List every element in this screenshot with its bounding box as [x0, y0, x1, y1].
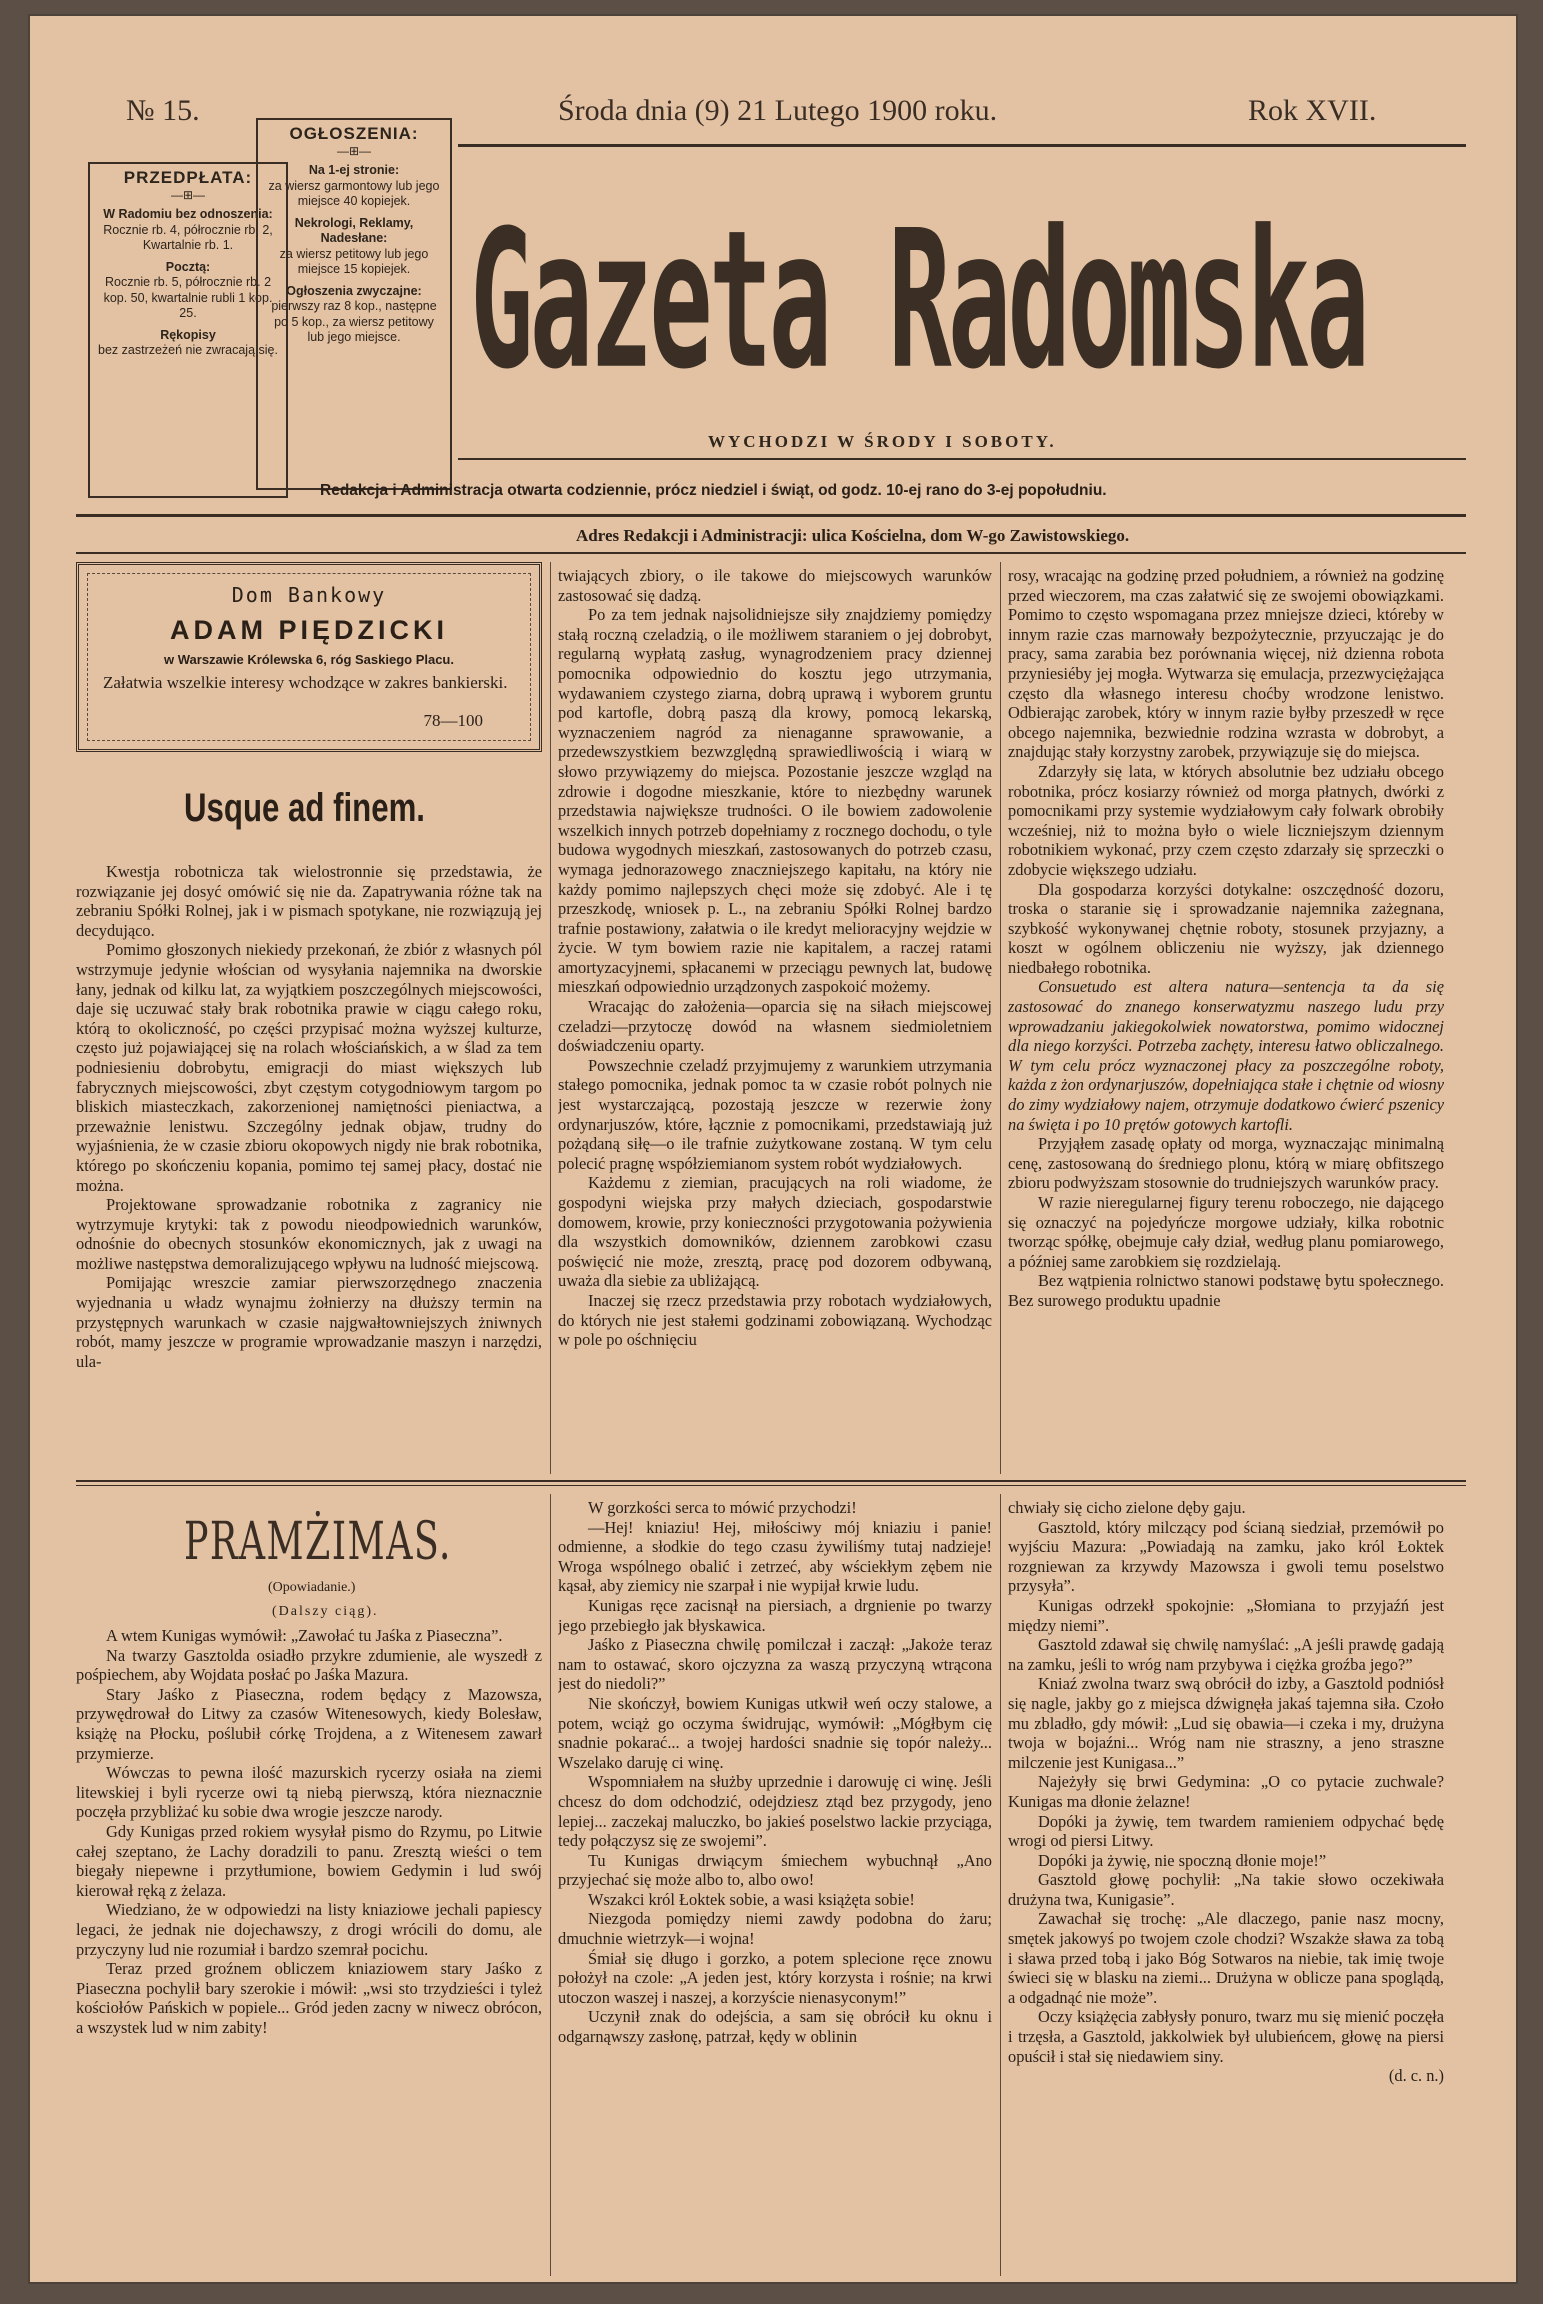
bank-text: Załatwia wszelkie interesy wchodzące w zakres bankierski. — [103, 673, 508, 692]
address-rule — [76, 552, 1466, 554]
paragraph: Wszakci król Łoktek sobie, a wasi książęta sobie! — [588, 1889, 915, 1909]
paragraph: Bez wątpienia rolnictwo stanowi podstawę bytu społecznego. Bez surowego produktu upadnie — [1008, 1271, 1444, 1310]
masthead-subtitle: WYCHODZI W ŚRODY I SOBOTY. — [708, 432, 1057, 451]
editorial-col-1 — [76, 862, 542, 1474]
first-page-title: Na 1-ej stronie: — [308, 163, 400, 177]
bank-address: w Warszawie Królewska 6, róg Saskiego Placu. — [164, 652, 454, 667]
masthead-title: Gazeta Radomska — [470, 189, 1367, 412]
post-prices: Rocznie rb. 5, półrocznie rb. 2 kop. 50, kwartalnie rubli 1 kop. 25. — [103, 275, 273, 320]
local-title: W Radomiu bez odnoszenia: — [103, 207, 273, 221]
first-page-text: za wiersz garmontowy lub jego miejsce 40 kopiejek. — [268, 178, 440, 208]
story-title: PRAMŻIMAS. — [184, 1512, 452, 1572]
address-line: Adres Redakcji i Administracji: ulica Kościelna, dom W-go Zawistowskiego. — [576, 526, 1130, 545]
paragraph: Nie skończył, bowiem Kunigas utkwił weń oczy stalowe, a potem, wciąż go oczyma świdrując, wymówił: „Mógłbym cię snadnie pokarać... a twojej hardości snadnie się topór należy... Wszelako daruję ci winę. — [558, 1693, 992, 1772]
paragraph: Projektowane sprowadzanie robotnika z zagranicy nie wytrzymuje krytyki: tak z powodu nieodpowiednich warunków, odnośnie do obecnych stosunków ekonomicznych, jak z uwagi na możliwe następstwa demoralizującego wpływu na ludność miejscową. — [76, 1195, 542, 1273]
story-signoff: (d. c. n.) — [1388, 2066, 1444, 2086]
paragraph: Kniaź zwolna twarz swą obrócił do izby, a Gasztold podniósł się nagle, jakby go z miejsca dźwignęła jakaś tajemna siła. Czoło mu zbladło, gdy mówił: „Lud się obawia—i czeka i my, drużyna twoja w bojaźni... Wróg nam nie straszny, a jeno straszne milczenie jest Kunigasa...” — [1008, 1674, 1444, 1772]
editorial-title: Usque ad finem. — [184, 786, 425, 830]
bank-code: 78—100 — [423, 711, 483, 730]
sub-rule — [458, 458, 1466, 460]
story-col-1 — [76, 1626, 542, 2276]
paragraph: Najeżyły się brwi Gedymina: „O co pytacie zuchwale? Kunigas ma dłonie żelazne! — [1008, 1772, 1444, 1811]
story-genre: (Opowiadanie.) — [268, 1580, 356, 1595]
paragraph: Tu Kunigas drwiącym śmiechem wybuchnął „Ano przyjechać się może albo to, albo owo! — [558, 1850, 992, 1890]
paragraph: Zdarzyły się lata, w których absolutnie bez udziału obcego robotnika, prócz kosiarzy również od morga płatnych, dwórki z pomocnikami przy systemie wydziałowym cały folwark obrobiły wcześniej, niż to można było o wiele liczniejszym dziennym robotnikiem wykonać, przy czem często zdarzały się sprzeczki o zdobycie większego udziału. — [1008, 761, 1444, 879]
subscription-title: PRZEDPŁATA: — [123, 168, 253, 187]
story-col-2 — [558, 1498, 992, 2276]
ornament: —⊞— — [170, 187, 206, 202]
paragraph: Inaczej się rzecz przedstawia przy robotach wydziałowych, do których nie jest stałemi godzinami zobowiązaną. Wychodząc w pole po ośchnięciu — [558, 1290, 992, 1350]
paragraph: rosy, wracając na godzinę przed południem, a również na godzinę przed wieczorem, ma czas załatwić się ze swojemi obowiązkami. Pomimo to często wspomagana przez mniejsze dzieci, któreby w innym razie czas marnowały bezpożytecznie, przyuczając je do pracy, sama zarabia bez porównania więcej, niż dzienna robota przyniesiéby jej mogła. Wytwarza się emulacja, przezwyciężająca często dla własnego interesu choćby wrodzone lenistwo. Odbierając zarobek, który w innym razie byłby przeszedł w ręce obcego najemnika, bezwiednie rodzina wzrasta w dobrobyt, a znajdując stały korzystny zarobek, przywiązuje się do miejsca. — [1008, 566, 1444, 762]
story-col-3 — [1008, 1498, 1444, 2276]
paragraph: Dopóki ja żywię, tem twardem ramieniem odpychać będę wrogi od piersi Litwy. — [1008, 1811, 1444, 1851]
ordinary-text: pierwszy raz 8 kop., następne po 5 kop., za wiersz petitowy lub jego miejsce. — [271, 299, 437, 344]
post-title: Pocztą: — [165, 259, 211, 274]
paragraph: Każdemu z ziemian, pracujących na roli wiadome, że gospodyni wiejska przy małych dzieciach, gospodarstwie domowem, krowie, przy konieczności przygotowania pożywienia dla wszystkich domowników, dziennem zarobkowi czasu poświęcić nie może, zresztą, pracę pod dozorem odbywaną, uważa dla siebie za ubliżającą. — [558, 1173, 992, 1291]
paragraph: Wracając do założenia—oparcia się na siłach miejscowej czeladzi—przytoczę dowód na własnem siedmioletniem doświadczeniu oparty. — [558, 997, 992, 1056]
paragraph: Gasztold, który milczący pod ścianą siedział, przemówił po wyjściu Mazura: „Powiadają na zamku, jako król Łoktek rozgniewan za krzywdy Mazowsza i gwoli temu poselstwo przysyła”. — [1008, 1517, 1444, 1596]
paragraph: Uczynił znak do odejścia, a sam się obrócił ku oknu i odgarnąwszy zasłonę, patrzał, kędy w oblinin — [558, 2007, 992, 2047]
ordinary-title: Ogłoszenia zwyczajne: — [286, 283, 422, 298]
issue-year: Rok XVII. — [1248, 94, 1377, 127]
ornament: —⊞— — [336, 143, 372, 158]
paragraph: twiających zbiory, o ile takowe do miejscowych warunków zastosować się dadzą. — [558, 566, 992, 605]
paragraph: Teraz przed groźnem obliczem kniaziowem stary Jaśko z Piaseczna pochylił bary szerokie i mówił: „wsi sto trzydzieści i tyleż kościołów Pańskich w popiele... Gród jeden zacny w niwecz obrócon, a wszystek lud w nim zabity! — [76, 1959, 542, 2037]
feuilleton-rule — [76, 1480, 1466, 1482]
ads-box — [256, 118, 452, 490]
issue-date: Środa dnia (9) 21 Lutego 1900 roku. — [558, 94, 998, 127]
paragraph: Gdy Kunigas przed rokiem wysyłał pismo do Rzymu, po Litwie całej szeptano, że Lachy doradzili to panu. Zresztą wieści o tem biegały niepewne i przytłumione, bowiem Gedymin i lud swój kierował ręką z żelaza. — [76, 1821, 542, 1900]
paragraph: Wówczas to pewna ilość mazurskich rycerzy osiała na ziemi litewskiej i byli rycerze owi tą niebą pierwszą, która nieznacznie poczęła przybliżać ku sobie dwa wrogie jeszcze narody. — [76, 1763, 542, 1822]
manuscripts-title: Rękopisy — [160, 327, 216, 342]
paragraph: Jaśko z Piaseczna chwilę pomilczał i zaczął: „Jakoże teraz nam to ostawać, skoro ojczyzna za waszą przyczyną wtrącona jest do niedoli?” — [558, 1635, 992, 1694]
bank-advertisement — [76, 562, 542, 752]
column-divider — [1000, 1494, 1001, 2276]
bank-name: ADAM PIĘDZICKI — [170, 615, 448, 645]
paragraph: W gorzkości serca to mówić przychodzi! — [588, 1498, 857, 1517]
paragraph: Kunigas odrzekł spokojnie: „Słomiana to przyjaźń jest między niemi”. — [1008, 1595, 1444, 1635]
paragraph: Śmiał się długo i gorzko, a potem splecione ręce znowu położył na czole: „A jeden jest, który korzysta i rośnie; na krwi utoczon waszej i naszej, a korzyście nienasyconym!” — [558, 1948, 992, 2007]
paragraph: A wtem Kunigas wymówił: „Zawołać tu Jaśka z Piaseczna”. — [106, 1626, 503, 1645]
paragraph: W razie nieregularnej figury terenu roboczego, nie dającego się oznaczyć na pojedyńcze morgowe udziały, kilka robotnic tworząc spółkę, obejmuje cały dział, według planu pomiarowego, a później same zarobkiem się rozdzielają. — [1008, 1193, 1444, 1271]
paragraph: Kunigas ręce zacisnął na piersiach, a drgnienie po twarzy jego przebiegło jak błyskawica. — [558, 1595, 992, 1635]
column-divider — [1000, 562, 1001, 1474]
editorial-col-3 — [1008, 566, 1444, 1474]
paragraph: Powszechnie czeladź przyjmujemy z warunkiem utrzymania stałego pomocnika, jednak pomoc ta w czasie robót polnych nie jest wystarczającą, pozostają jeszcze w rezerwie żony ordynarjuszów, które, łącznie z pomocnikami, przedstawiają już pożądaną siłę—o ile trafnie zużytkowane zostaną. W tym celu polecić pragnę współziemianom system robót wydziałowych. — [558, 1055, 992, 1173]
paragraph: Gasztold zdawał się chwilę namyślać: „A jeśli prawdę gadają na zamku, jeśli to wróg nam przybywa i ciężka groźba jego?” — [1008, 1635, 1444, 1674]
paragraph: Stary Jaśko z Piaseczna, rodem będący z Mazowsza, przywędrował do Litwy za czasów Witenesowych, kiedy Bolesław, książę na Płocku, poślubił córkę Trojdena, a z Witenesem zawarł przymierze. — [76, 1684, 542, 1763]
paragraph: Przyjąłem zasadę opłaty od morga, wyznaczając minimalną cenę, zastosowaną do średniego plonu, którą w miarę obfitszego zbioru podwyższam stosownie do trudniejszych warunków pracy. — [1008, 1134, 1444, 1193]
bank-kicker: Dom Bankowy — [231, 583, 387, 607]
paragraph: Pomijając wreszcie zamiar pierwszorzędnego znaczenia wyjednania u władz wynajmu żołnierzy na dłuższy termin na przystępnych warunkach w czasie najgwałtowniejszych żniwnych robót, mamy jeszcze w programie wprowadzanie maszyn i narzędzi, ula- — [76, 1273, 542, 1371]
local-prices: Rocznie rb. 4, półrocznie rb. 2, Kwartalnie rb. 1. — [103, 222, 273, 252]
paragraph: Zawachał się trochę: „Ale dlaczego, panie nasz mocny, smętek jakowyś po twojem czole chodzi? Wszakże sława za tobą i sława przed tobą i jako Bóg Sotwaros na niebie, tak imię twoje świeci się w blasku na ziemi... Drużyna w oblicze pana spoglądą, a odgadnąć nie może”. — [1008, 1909, 1444, 2007]
paragraph: Dopóki ja żywię, nie spoczną dłonie moje!” — [1038, 1850, 1327, 1870]
paragraph: —Hej! kniaziu! Hej, miłościwy mój kniaziu i panie! odmienne, a słodkie do tego czasu żywiliśmy tutaj nadzieje! Wroga wspólnego obalić i zetrzeć, aby wściekłym zębem nie kąsał, aby ziemicy nie szarpał i nie wypijał krwie ludu. — [558, 1517, 992, 1596]
paragraph: Pomimo głoszonych niekiedy przekonań, że zbiór z własnych pól wstrzymuje jedynie włościan od wysyłania najemnika na dworskie łany, jednak od kilku lat, za wyjątkiem poszczególnych miejscowości, daje się uczuwać stały brak robotnika prawie w ciągu całego roku, którą to okoliczność, po części przypisać można wyższej kulturze, często już pojawiającej się na rolach włościańskich, a w ślad za tem podniesieniu dobrobytu, emigracji do miast większych lub fabrycznych miejscowości, zbyt częstym cotygodniowym targom po bliskich miasteczkach, zakorzenionej namiętności pieniactwa, a przeważnie lenistwu. Szczególny jednak objaw, trudny do wyjaśnienia, że w czasie zbioru okopowych nigdy nie brak robotnika, którego po skończeniu kopania, pomimo tej samej płacy, dostać nie można. — [76, 940, 542, 1195]
paragraph: chwiały się cicho zielone dęby gaju. — [1008, 1498, 1246, 1517]
feuilleton-rule — [76, 1485, 1466, 1486]
paragraph: Niezgoda pomiędzy niemi zawdy podobna do żaru; dmuchnie wietrzyk—i wojna! — [558, 1909, 992, 1949]
paragraph: Kwestja robotnicza tak wielostronnie się przedstawia, że rozwiązanie jej dosyć omówić się nie da. Zapatrywania różne tak na zebraniu Spółki Rolnej, jak i w pismach spotykane, nie rozwiązują jej decydująco. — [76, 862, 542, 940]
obits-title: Nekrologi, Reklamy, Nadesłane: — [294, 215, 414, 245]
paragraph: Na twarzy Gasztolda osiadło przykre zdumienie, ale wyszedł z pośpiechem, aby Wojdata posłać po Jaśka Mazura. — [76, 1645, 542, 1685]
editorial-col-2 — [558, 566, 992, 1474]
paragraph: Consuetudo est altera natura—sentencja ta da się zastosować do znanego konserwatyzmu naszego ludu przy wprowadzaniu jakiegokolwiek nowatorstwa, pomimo widocznej dla niego korzyści. Potrzeba zachęty, interesu łatwo obliczalnego. W tym celu prócz wyznaczonej płacy za poszczególne roboty, każda z żon ordynarjuszów, dopełniająca stałe i chętnie od wiosny do zimy wydziałowy najem, otrzymuje dodatkowo ćwierć pszenicy na święta i po 10 prętów gotowych kartofli. — [1008, 977, 1444, 1134]
obits-text: za wiersz petitowy lub jego miejsce 15 kopiejek. — [279, 246, 429, 276]
ads-title: OGŁOSZENIA: — [289, 124, 419, 143]
paragraph: Dla gospodarza korzyści dotykalne: oszczędność dozoru, troska o staranie się i sprowadzanie najemnika zażegnana, szybkość wykonywanej chętnie roboty, stosunek przyjazny, a koszt w ogólnem obliczeniu nie wyższy, jak dziennego niedbałego robotnika. — [1008, 879, 1444, 977]
column-divider — [550, 562, 551, 1474]
issue-number: № 15. — [126, 94, 200, 127]
paragraph: Oczy książęcia zabłysły ponuro, twarz mu się mienić poczęła i trzęsła, a Gasztold, jakkolwiek był ulubieńcem, głowę na piersi opuścił i stał się niedawiem siny. — [1008, 2007, 1444, 2066]
story-continuation: (Dalszy ciąg). — [272, 1604, 379, 1619]
paragraph: Gasztold głowę pochylił: „Na takie słowo oczekiwała drużyna twa, Kunigasie”. — [1008, 1870, 1444, 1909]
paragraph: Wiedziano, że w odpowiedzi na listy kniaziowe jechali papiescy legaci, że jednak nie dojechawszy, z drogi wrócili do domu, ale przyczyny lud nie rozumiał i bardzo szemrał pocichu. — [76, 1900, 542, 1959]
column-divider — [550, 1494, 551, 2276]
paragraph: Wspomniałem na służby uprzednie i darowuję ci winę. Jeśli chcesz do dom odchodzić, odejdziesz ztąd bez przygody, jeno lepiej... zaczekaj maluczko, bo jakieś poselstwo lackie przyciąga, tedy połączysz się ze swojemi”. — [558, 1772, 992, 1851]
manuscripts-note: bez zastrzeżeń nie zwracają się. — [98, 343, 278, 357]
newspaper-page — [28, 14, 1518, 2284]
office-hours: Redakcja i Administracja otwarta codziennie, prócz niedziel i świąt, od godz. 10-ej rano do 3-ej popołudniu. — [320, 482, 1107, 499]
double-rule — [76, 514, 1466, 517]
paragraph: Po za tem jednak najsolidniejsze siły znajdziemy pomiędzy stałą roczną czeladzią, o ile możliwem staraniem o jej dobrobyt, regularną wypłatą zasług, wynagrodzeniem pracy dziennej pomocnika odpowiednio do kosztu jego utrzymania, wydawaniem czystego ziarna, dobrą uprawą i wyborem gruntu pod kartofle, dobrą paszą dla krowy, pomocą lekarską, wyznaczeniem nagród za nienaganne sprawowanie, a przedewszystkiem bezwzględną sprawiedliwością i wiarą w słowo przywiązemy do miejsca. Pozostanie jeszcze wzgląd na zdrowie i dogodne mieszkanie, które to niezbędny warunek przedstawia największe trudności. O ile bowiem zadowolenie wszelkich innych potrzeb dopełniamy z rocznego dochodu, o tyle budowa wygodnych mieszkań, zastosowanych do potrzeb czasu, wymaga jednorazowego znaczniejszego kapitału, na który nie każdy pomimo najlepszych chęci może się zdobyć. Ale i tę przeszkodę, wniosek p. L., na zebraniu Spółki Rolnej bardzo trafnie postawiony, załatwia o ile kredyt melioracyjny wejdzie w życie. W tym bowiem razie nie kapitalem, a raczej ratami amortyzacyjnemi, spłacanemi w przeciągu pewnych lat, budowę mieszkań odpowiednio urządzonych zaspokoić możemy. — [558, 605, 992, 997]
